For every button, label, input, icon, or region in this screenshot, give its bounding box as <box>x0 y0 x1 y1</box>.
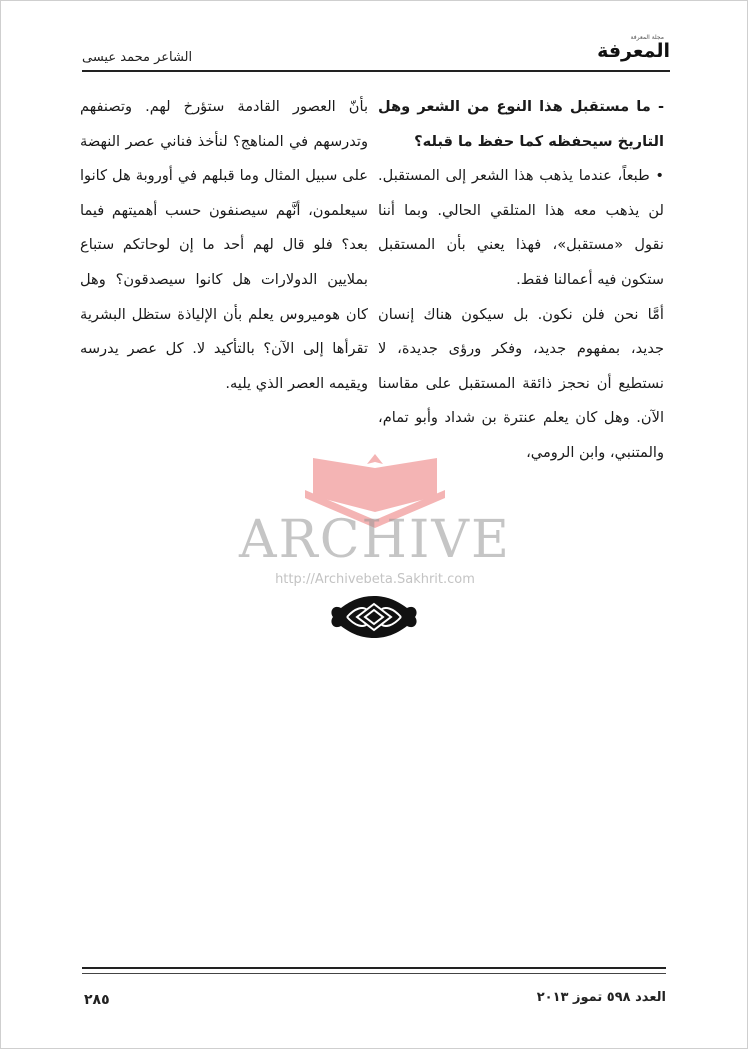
magazine-logo-small: مجلة المعرفة <box>630 34 664 41</box>
answer-paragraph-2: أمَّا نحن فلن نكون. بل سيكون هناك إنسان جديد، بمفهوم جديد، وفكر ورؤى جديدة، لا نستطيع أن نحجز ذائقة المستقبل على مقاسنا الآن. وهل كان يعلم عنترة بن شداد وأبو تمام، والمتنبي، وابن الرومي، <box>378 305 664 461</box>
page-number: ٢٨٥ <box>84 992 110 1008</box>
issue-info: العدد ٥٩٨ تموز ٢٠١٣ <box>536 990 666 1005</box>
header-rule <box>82 70 670 72</box>
archive-watermark <box>225 450 525 600</box>
footer-rule <box>82 967 666 969</box>
footer-rule-thin <box>82 973 666 974</box>
right-column <box>378 90 664 471</box>
answer-paragraph-1: • طبعاً، عندما يذهب هذا الشعر إلى المستقبل. لن يذهب معه هذا المتلقي الحالي. وبما أننا نقول «مستقبل»، فهذا يعني بأن المستقبل ستكون فيه أعمالنا فقط. <box>378 167 664 288</box>
header-author: الشاعر محمد عيسى <box>82 50 193 65</box>
ornament-icon <box>327 594 421 640</box>
left-column <box>80 90 368 401</box>
magazine-logo <box>597 34 670 62</box>
watermark-url: http://Archivebeta.Sakhrit.com <box>275 572 475 587</box>
interview-question: - ما مستقبل هذا النوع من الشعر وهل التاريخ سيحفظه كما حفظ ما قبله؟ <box>378 98 664 150</box>
watermark-text: ARCHIVE <box>239 510 511 570</box>
answer-paragraph-3: بأنّ العصور القادمة ستؤرخ لهم. وتصنفهم وتدرسهم في المناهج؟ لنأخذ فناني عصر النهضة على سبيل المثال وما قبلهم في أوروبة هل كانوا سيعلمون، أنَّهم سيصنفون حسب أهميتهم فيما بعد؟ فلو قال لهم أحد ما إن لوحاتكم ستباع بملايين الدولارات هل كانوا سيصدقون؟ وهل كان هوميروس يعلم بأن الإلياذة ستظل البشرية تقرأها إلى الآن؟ بالتأكيد لا. كل عصر يدرسه ويقيمه العصر الذي يليه. <box>80 98 368 392</box>
magazine-logo-text: المعرفة <box>597 40 670 62</box>
